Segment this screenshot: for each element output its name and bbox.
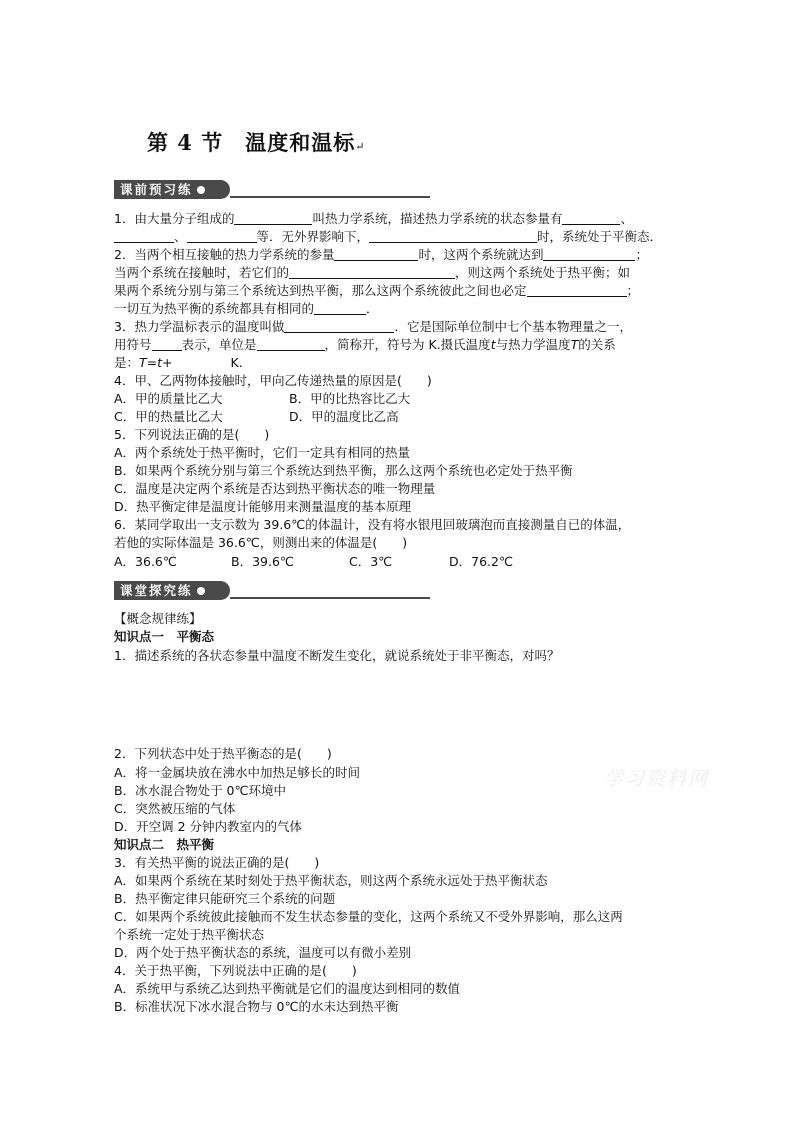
option-c[interactable]: C．3℃ bbox=[349, 554, 393, 569]
question-4-options-2 bbox=[114, 408, 689, 426]
option-d[interactable]: D．甲的温度比乙高 bbox=[289, 409, 399, 424]
question-6-options bbox=[114, 553, 689, 571]
question-4-stem: 4．甲、乙两物体接触时，甲向乙传递热量的原因是( ) bbox=[114, 373, 432, 388]
knowledge-point-2: 知识点二 热平衡 bbox=[114, 837, 215, 852]
answer-blank[interactable] bbox=[334, 248, 418, 261]
option-d[interactable]: D．开空调 2 分钟内教室内的气体 bbox=[114, 819, 303, 834]
answer-blank[interactable] bbox=[562, 212, 620, 225]
paragraph-mark: ↵ bbox=[355, 140, 366, 153]
question-3-line-1: 3．热力学温标表示的温度叫做 ．它是国际单位制中七个基本物理量之一， bbox=[114, 319, 632, 334]
answer-blank[interactable] bbox=[187, 230, 257, 243]
option-c[interactable]: C．甲的热量比乙大 bbox=[114, 409, 223, 424]
bullet-icon bbox=[197, 587, 205, 595]
concept-heading: 【概念规律练】 bbox=[114, 611, 202, 626]
explore-question-4-stem: 4．关于热平衡，下列说法中正确的是( ) bbox=[114, 963, 357, 978]
page-title: 第 4 节 温度和温标↵ bbox=[147, 130, 366, 155]
option-d[interactable]: D．热平衡定律是温度计能够用来测量温度的基本原理 bbox=[114, 499, 412, 514]
bullet-icon bbox=[197, 186, 205, 194]
question-2-line-2: 当两个系统在接触时，若它们的 ，则这两个系统处于热平衡；如 bbox=[114, 265, 631, 280]
answer-blank[interactable] bbox=[114, 230, 174, 243]
question-1-line-2: 、 等．无外界影响下， 时，系统处于平衡态． bbox=[114, 228, 689, 246]
question-3-line-2: 用符号 表示，单位是 ，简称开，符号为 K.摄氏温度t与热力学温度T的关系 bbox=[114, 337, 616, 352]
option-a[interactable]: A．如果两个系统在某时刻处于热平衡状态，则这两个系统永远处于热平衡状态 bbox=[114, 873, 548, 888]
question-6-stem-line-1: 6．某同学取出一支示数为 39.6℃的体温计，没有将水银甩回玻璃泡而直接测量自已的体温， bbox=[114, 517, 631, 532]
answer-blank[interactable] bbox=[369, 230, 537, 243]
option-c[interactable]: C．突然被压缩的气体 bbox=[114, 801, 236, 816]
answer-blank[interactable] bbox=[234, 212, 312, 225]
option-a[interactable]: A．系统甲与系统乙达到热平衡就是它们的温度达到相同的数值 bbox=[114, 981, 461, 996]
option-a[interactable]: A．两个系统处于热平衡时，它们一定具有相同的热量 bbox=[114, 445, 411, 460]
question-1-line-1: 1．由大量分子组成的 叫热力学系统，描述热力学系统的状态参量有 、 bbox=[114, 211, 633, 226]
explore-question-2-stem: 2．下列状态中处于热平衡态的是( ) bbox=[114, 746, 332, 761]
answer-blank[interactable] bbox=[543, 248, 635, 261]
question-3-line-3: 是：T=t+ K. bbox=[114, 355, 243, 370]
option-b[interactable]: B．甲的比热容比乙大 bbox=[289, 391, 411, 406]
watermark: 学习资料网 bbox=[604, 768, 710, 790]
answer-blank[interactable] bbox=[173, 356, 231, 369]
section-header-preview: 课前预习练 bbox=[114, 180, 430, 201]
answer-blank[interactable] bbox=[257, 338, 325, 351]
option-d[interactable]: D．76.2℃ bbox=[449, 554, 513, 569]
option-c[interactable]: C．温度是决定两个系统是否达到热平衡状态的唯一物理量 bbox=[114, 481, 436, 496]
option-d[interactable]: D．两个处于热平衡状态的系统，温度可以有微小差别 bbox=[114, 945, 412, 960]
answer-blank[interactable] bbox=[289, 266, 455, 279]
option-c[interactable]: C．如果两个系统彼此接触而不发生状态参量的变化，这两个系统又不受外界影响，那么这两 bbox=[114, 909, 623, 924]
answer-blank[interactable] bbox=[284, 320, 394, 333]
option-a[interactable]: A．甲的质量比乙大 bbox=[114, 391, 223, 406]
divider bbox=[230, 597, 430, 599]
section-header-explore: 课堂探究练 bbox=[114, 581, 430, 602]
answer-blank[interactable] bbox=[152, 338, 182, 351]
question-2-line-1: 2．当两个相互接触的热力学系统的参量 时，这两个系统就达到 ； bbox=[114, 247, 648, 262]
question-6-stem-line-2: 若他的实际体温是 36.6℃，则测出来的体温是( ) bbox=[114, 535, 408, 550]
explore-question-1: 1．描述系统的各状态参量中温度不断发生变化，就说系统处于非平衡态，对吗？ bbox=[114, 648, 560, 663]
answer-blank[interactable] bbox=[314, 302, 366, 315]
option-b[interactable]: B．冰水混合物处于 0℃环境中 bbox=[114, 783, 287, 798]
answer-blank[interactable] bbox=[527, 284, 627, 297]
divider bbox=[230, 196, 430, 198]
option-b[interactable]: B．标准状况下冰水混合物与 0℃的水未达到热平衡 bbox=[114, 999, 399, 1014]
option-a[interactable]: A．36.6℃ bbox=[114, 554, 177, 569]
option-c-continued[interactable]: 个系统一定处于热平衡状态 bbox=[114, 927, 265, 942]
option-b[interactable]: B．热平衡定律只能研究三个系统的问题 bbox=[114, 891, 336, 906]
knowledge-point-1: 知识点一 平衡态 bbox=[114, 629, 215, 644]
question-5-stem: 5．下列说法正确的是( ) bbox=[114, 427, 270, 442]
option-b[interactable]: B．如果两个系统分别与第三个系统达到热平衡，那么这两个系统也必定处于热平衡 bbox=[114, 463, 573, 478]
option-a[interactable]: A．将一金属块放在沸水中加热足够长的时间 bbox=[114, 765, 361, 780]
question-2-line-4: 一切互为热平衡的系统都具有相同的 ． bbox=[114, 301, 379, 316]
question-4-options-1 bbox=[114, 390, 689, 408]
option-b[interactable]: B．39.6℃ bbox=[231, 554, 294, 569]
question-2-line-3: 果两个系统分别与第三个系统达到热平衡，那么这两个系统彼此之间也必定 ； bbox=[114, 283, 640, 298]
explore-question-3-stem: 3．有关热平衡的说法正确的是( ) bbox=[114, 855, 320, 870]
